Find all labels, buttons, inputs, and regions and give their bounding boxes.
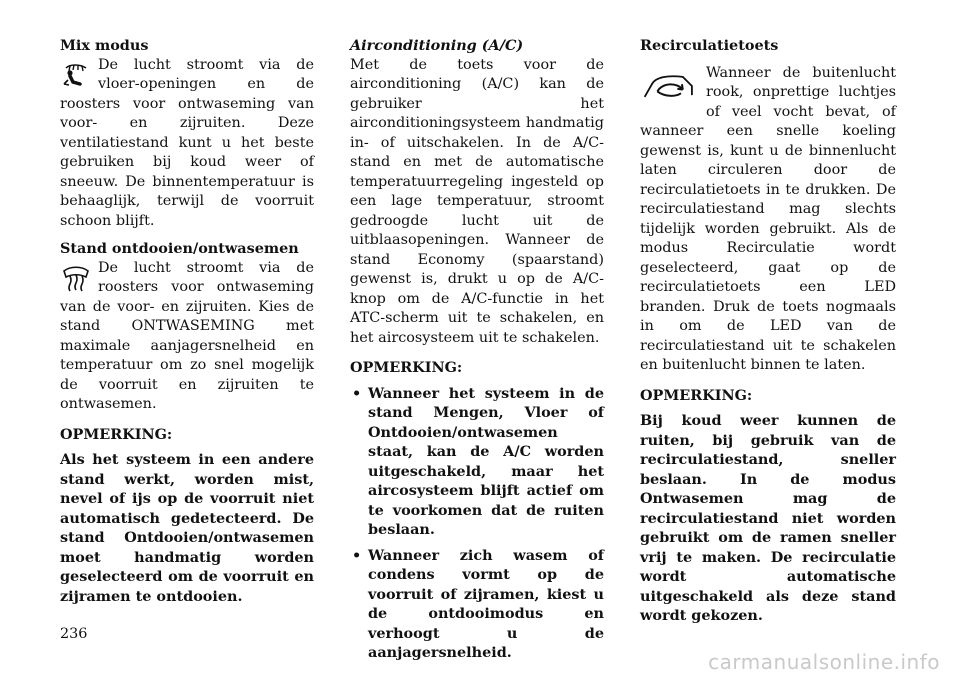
bullet-icon: • (352, 546, 362, 564)
note-label-2: OPMERKING: (350, 359, 463, 376)
recirculation-heading: Recirculatietoets (640, 37, 779, 54)
ac-heading: Airconditioning (A/C) (350, 37, 524, 54)
note-label-3: OPMERKING: (640, 386, 753, 404)
column-1 (60, 36, 314, 606)
mix-mode-heading: Mix modus (60, 37, 149, 54)
note-text-1: Als het systeem in een andere stand werkt, worden mist, nevel of ijs op de voorruit niet automatisch gedetecteerd. De stand Ontdooien/ontwasemen moet handmatig worden geselecteerd om de voorruit en zijramen te ontdooien. (60, 451, 314, 605)
note-bullets (350, 384, 604, 663)
bullet-text: Wanneer het systeem in de stand Mengen, Vloer of Ontdooien/ontwasemen staat, kan de A/C worden uitgeschakeld, maar het aircosysteem blijft actief om te voorkomen dat de ruiten beslaan. (368, 384, 604, 538)
column-3 (640, 36, 896, 626)
floor-defrost-icon (60, 58, 96, 94)
mix-mode-text: De lucht stroomt via de vloer-openingen en de roosters voor ontwaseming van voor- en zijruiten. Deze ventilatiestand kunt u het beste gebruiken bij koud weer of sneeuw. De binnentemperatuur is behaaglijk, terwijl de voorruit schoon blijft. (60, 56, 314, 229)
defrost-heading: Stand ontdooien/ontwasemen (60, 240, 299, 257)
note-text-3: Bij koud weer kunnen de ruiten, bij gebruik van de recirculatiestand, sneller beslaan. In de modus Ontwasemen mag de recirculatiestand niet worden gebruikt om de ramen sneller vrij te maken. De recirculatie wordt automatische uitgeschakeld als deze stand wordt gekozen. (640, 412, 896, 624)
note-label-1: OPMERKING: (60, 425, 173, 443)
bullet-icon: • (352, 384, 362, 402)
column-2 (350, 36, 604, 669)
defrost-text: De lucht stroomt via de roosters voor ontwaseming van de voor- en zijruiten. Kies de stand ONTWASEMING met maximale aanjagersnelheid en temperatuur om zo snel mogelijk de voorruit en zijruiten te ontwasemen. (60, 259, 314, 412)
watermark: carmanualsonline.info (708, 650, 940, 674)
page-number: 236 (60, 626, 88, 642)
bullet-item (350, 546, 604, 663)
recirculation-text: Wanneer de buitenlucht rook, onprettige luchtjes of veel vocht bevat, of wanneer een snelle koeling gewenst is, kunt u de binnenlucht laten circuleren door de recirculatietoets in te drukken. De recirculatiestand mag slechts tijdelijk worden gebruikt. Als de modus Recirculatie wordt geselecteerd, gaat op de recirculatietoets een LED branden. Druk de toets nogmaals in om de LED van de recirculatiestand uit te schakelen en buitenlucht binnen te laten. (640, 64, 896, 373)
ac-text: Met de toets voor de airconditioning (A/C) kan de gebruiker het airconditioningsysteem handmatig in- of uitschakelen. In de A/C-stand en met de automatische temperatuurregeling ingesteld op een lage temperatuur, stroomt gedroogde lucht uit de uitblaasopeningen. Wanneer de stand Economy (spaarstand) gewenst is, drukt u op de A/C-knop om de A/C-functie in het ATC-scherm uit te schakelen, en het aircosysteem uit te schakelen. (350, 56, 604, 346)
bullet-text: Wanneer zich wasem of condens vormt op de voorruit of zijramen, kiest u de ontdooimodus en verhoogt u de aanjagersnelheid. (368, 546, 604, 661)
windshield-defrost-icon (60, 261, 96, 297)
bullet-item (350, 384, 604, 540)
recirculation-icon (640, 66, 706, 110)
